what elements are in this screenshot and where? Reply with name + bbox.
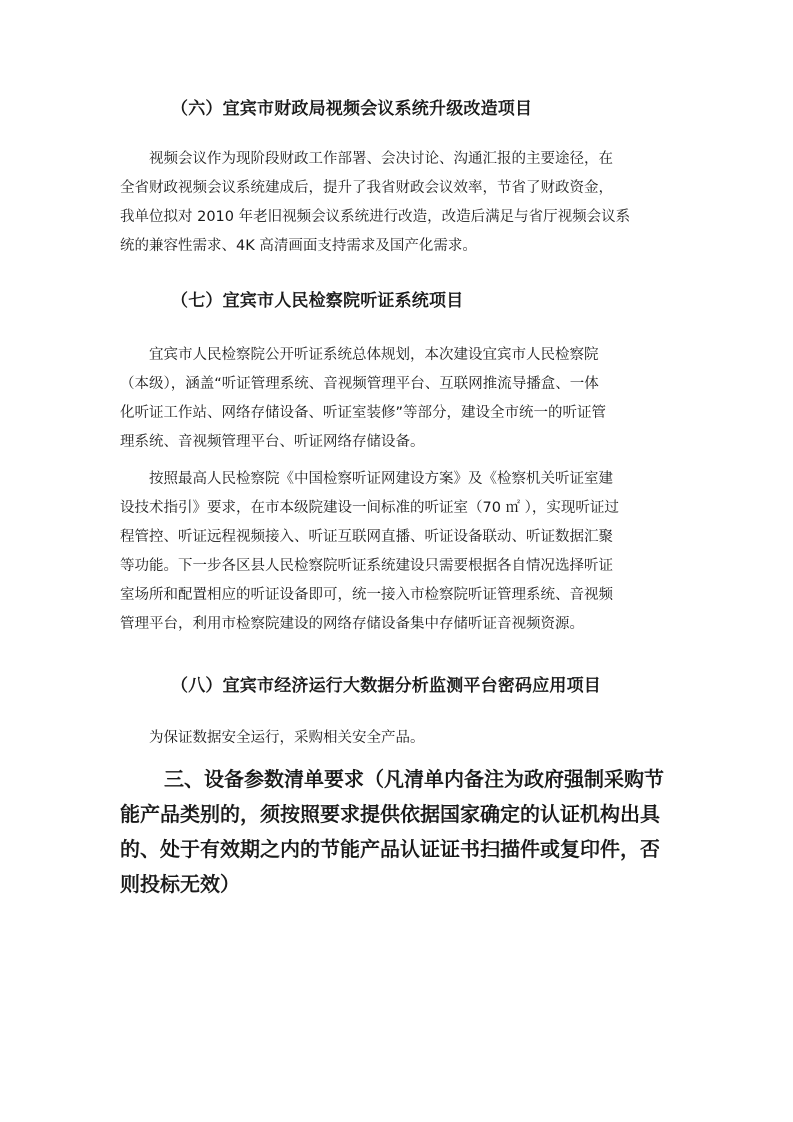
section-7-paragraph-1 (120, 341, 680, 457)
major-heading-line: 则投标无效） (120, 872, 240, 896)
section-heading-7: （七）宜宾市人民检察院听证系统项目 (171, 291, 464, 311)
section-7-paragraph-2 (120, 465, 680, 639)
major-section-heading (120, 762, 690, 902)
text-line: 统的兼容性需求、4K 高清画面支持需求及国产化需求。 (120, 238, 477, 254)
section-6-paragraph-1 (120, 145, 680, 261)
text-line: 我单位拟对 2010 年老旧视频会议系统进行改造，改造后满足与省厅视频会议系 (120, 209, 631, 225)
text-line: 室场所和配置相应的听证设备即可，统一接入市检察院听证管理系统、音视频 (120, 587, 613, 603)
text-line: 理系统、音视频管理平台、听证网络存储设备。 (120, 434, 425, 450)
section-heading-6: （六）宜宾市财政局视频会议系统升级改造项目 (171, 99, 533, 119)
major-heading-line: 能产品类别的，须按照要求提供依据国家确定的认证机构出具 (120, 802, 660, 826)
text-line: 为保证数据安全运行，采购相关安全产品。 (149, 730, 425, 746)
text-line: 视频会议作为现阶段财政工作部署、会决讨论、沟通汇报的主要途径，在 (149, 151, 613, 167)
text-line: 按照最高人民检察院《中国检察听证网建设方案》及《检察机关听证室建 (149, 471, 613, 487)
text-line: 管理平台，利用市检察院建设的网络存储设备集中存储听证音视频资源。 (120, 616, 584, 632)
section-heading-8: （八）宜宾市经济运行大数据分析监测平台密码应用项目 (171, 676, 601, 696)
major-heading-line: 三、设备参数清单要求（凡清单内备注为政府强制采购节 (164, 767, 664, 791)
text-line: 化听证工作站、网络存储设备、听证室装修”等部分，建设全市统一的听证管 (120, 405, 607, 421)
text-line: 程管控、听证远程视频接入、听证互联网直播、听证设备联动、听证数据汇聚 (120, 529, 613, 545)
text-line: 全省财政视频会议系统建成后，提升了我省财政会议效率，节省了财政资金， (120, 180, 613, 196)
text-line: 设技术指引》要求，在市本级院建设一间标准的听证室（70 ㎡ ），实现听证过 (120, 500, 619, 516)
text-line: （本级），涵盖“听证管理系统、音视频管理平台、互联网推流导播盒、一体 (120, 376, 599, 392)
text-line: 等功能。下一步各区县人民检察院听证系统建设只需要根据各自情况选择听证 (120, 558, 613, 574)
major-heading-line: 的、处于有效期之内的节能产品认证证书扫描件或复印件，否 (120, 837, 660, 861)
section-8-paragraph-1 (120, 724, 680, 753)
text-line: 宜宾市人民检察院公开听证系统总体规划，本次建设宜宾市人民检察院 (149, 347, 599, 363)
